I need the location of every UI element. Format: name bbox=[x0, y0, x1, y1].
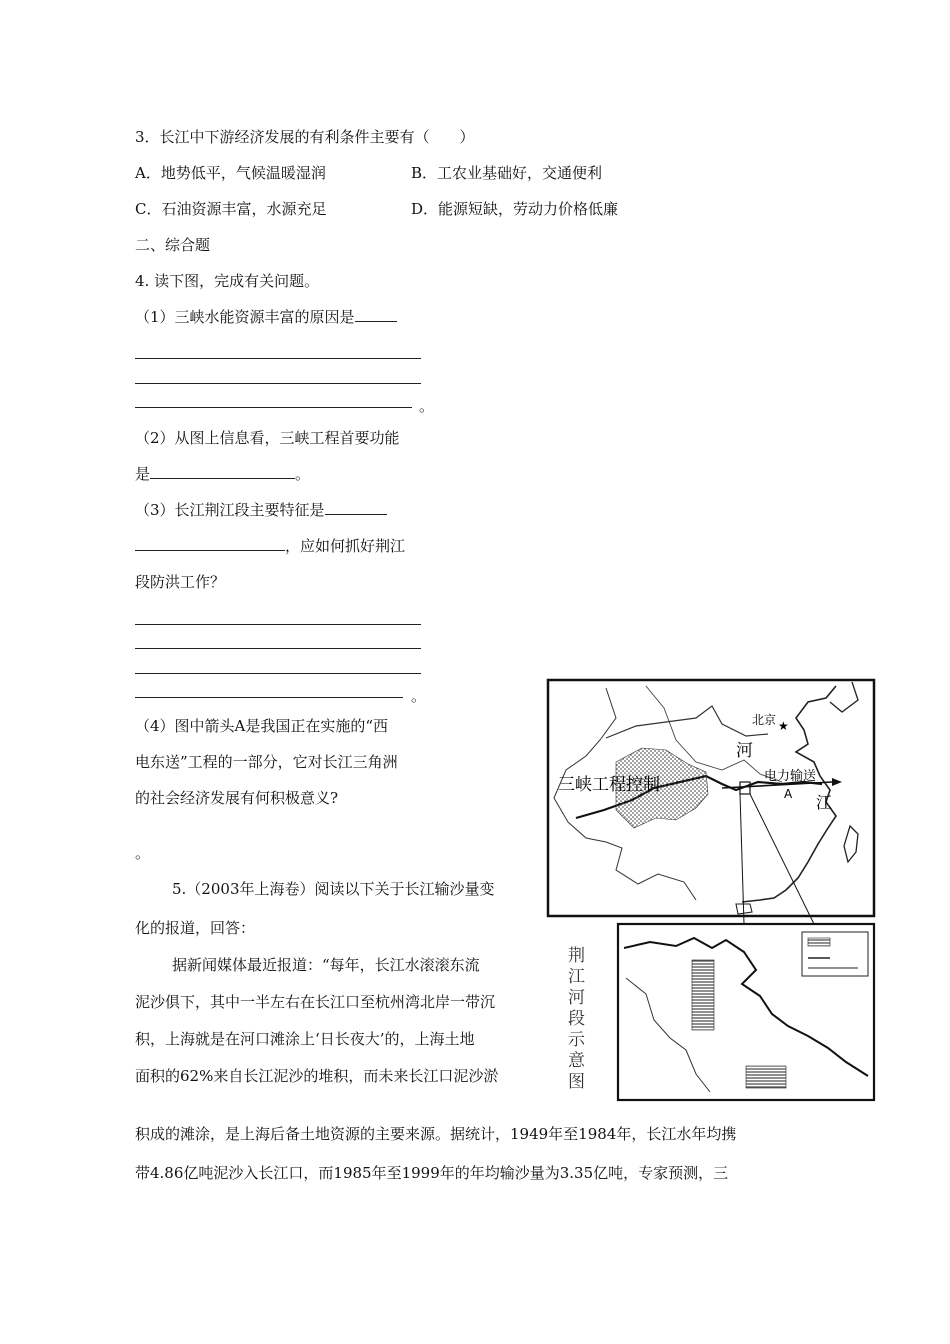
section-heading: 二、综合题 bbox=[135, 236, 211, 254]
q5-line1: 5.（2003年上海卷）阅读以下关于长江输沙量变 bbox=[172, 880, 495, 898]
answer-line[interactable] bbox=[135, 697, 403, 698]
q4-stem: 4. 读下图，完成有关问题。 bbox=[135, 272, 320, 290]
q4-part4-line1: （4）图中箭头A是我国正在实施的“西 bbox=[135, 717, 389, 735]
q5-line2: 化的报道，回答： bbox=[135, 919, 256, 937]
q3-option-d: D．能源短缺，劳动力价格低廉 bbox=[411, 200, 619, 218]
map-label-beijing: 北京 bbox=[752, 713, 777, 727]
q4-part3-text2: ，应如何抓好荆江 bbox=[285, 537, 406, 555]
q4-part4-line3: 的社会经济发展有何积极意义? bbox=[135, 789, 339, 807]
china-map-figure bbox=[546, 678, 876, 1104]
map-label-a: A bbox=[784, 787, 793, 801]
inset-side-title: 荆江河段示意图 bbox=[564, 946, 584, 1093]
q3-stem: 3．长江中下游经济发展的有利条件主要有（ ） bbox=[135, 128, 475, 146]
map-label-power: 电力输送 bbox=[764, 769, 817, 784]
star-icon: ★ bbox=[778, 719, 789, 733]
period: 。 bbox=[411, 687, 427, 705]
answer-blank[interactable] bbox=[150, 464, 295, 479]
answer-blank[interactable] bbox=[355, 307, 397, 322]
q5-line5: 积，上海就是在河口滩涂上‘日长夜大’的，上海土地 bbox=[135, 1030, 475, 1048]
answer-blank[interactable] bbox=[135, 536, 285, 551]
answer-line[interactable] bbox=[135, 358, 421, 359]
q3-option-a: A．地势低平，气候温暖湿润 bbox=[135, 164, 326, 182]
period: 。 bbox=[419, 397, 435, 415]
q3-option-b: B．工农业基础好，交通便利 bbox=[411, 164, 603, 182]
inset-embankment-area bbox=[692, 960, 714, 1030]
q4-part2-text: 是 bbox=[135, 465, 151, 483]
period: 。 bbox=[135, 844, 151, 862]
q3-option-c: C．石油资源丰富，水源充足 bbox=[135, 200, 327, 218]
legend-hatch-swatch bbox=[808, 938, 830, 946]
answer-blank[interactable] bbox=[325, 500, 387, 515]
q4-part2-line1: （2）从图上信息看，三峡工程首要功能 bbox=[135, 429, 400, 447]
q4-part3-line1 bbox=[135, 500, 387, 520]
q5-line8: 带4.86亿吨泥沙入长江口，而1985年至1999年的年均输沙量为3.35亿吨，专家预测，三 bbox=[135, 1164, 729, 1182]
q4-part2-line2 bbox=[135, 464, 310, 484]
q5-line4: 泥沙俱下，其中一半左右在长江口至杭州湾北岸一带沉 bbox=[135, 993, 496, 1011]
answer-line[interactable] bbox=[135, 407, 412, 408]
q4-part1 bbox=[135, 307, 397, 327]
q4-part3-text: （3）长江荆江段主要特征是 bbox=[135, 501, 325, 519]
answer-line[interactable] bbox=[135, 383, 421, 384]
map-label-three-gorges: 三峡工程控制 bbox=[558, 775, 660, 795]
q4-part3-line2 bbox=[135, 536, 405, 556]
q4-part3-line3: 段防洪工作？ bbox=[135, 573, 226, 591]
q4-part4-line2: 电东送”工程的一部分，它对长江三角洲 bbox=[135, 753, 398, 771]
map-label-he: 河 bbox=[736, 741, 753, 761]
answer-line[interactable] bbox=[135, 624, 421, 625]
answer-line[interactable] bbox=[135, 648, 421, 649]
q4-part1-text: （1）三峡水能资源丰富的原因是 bbox=[135, 308, 355, 326]
inset-lake-area bbox=[746, 1066, 786, 1088]
map-label-jiang: 江 bbox=[816, 793, 833, 812]
q5-line7: 积成的滩涂，是上海后备土地资源的主要来源。据统计，1949年至1984年，长江水年均携 bbox=[135, 1125, 737, 1143]
answer-line[interactable] bbox=[135, 673, 421, 674]
q5-line3: 据新闻媒体最近报道：“每年，长江水滚滚东流 bbox=[172, 956, 480, 974]
period: 。 bbox=[295, 465, 311, 483]
q5-line6: 面积的62%来自长江泥沙的堆积，而未来长江口泥沙淤 bbox=[135, 1067, 499, 1085]
